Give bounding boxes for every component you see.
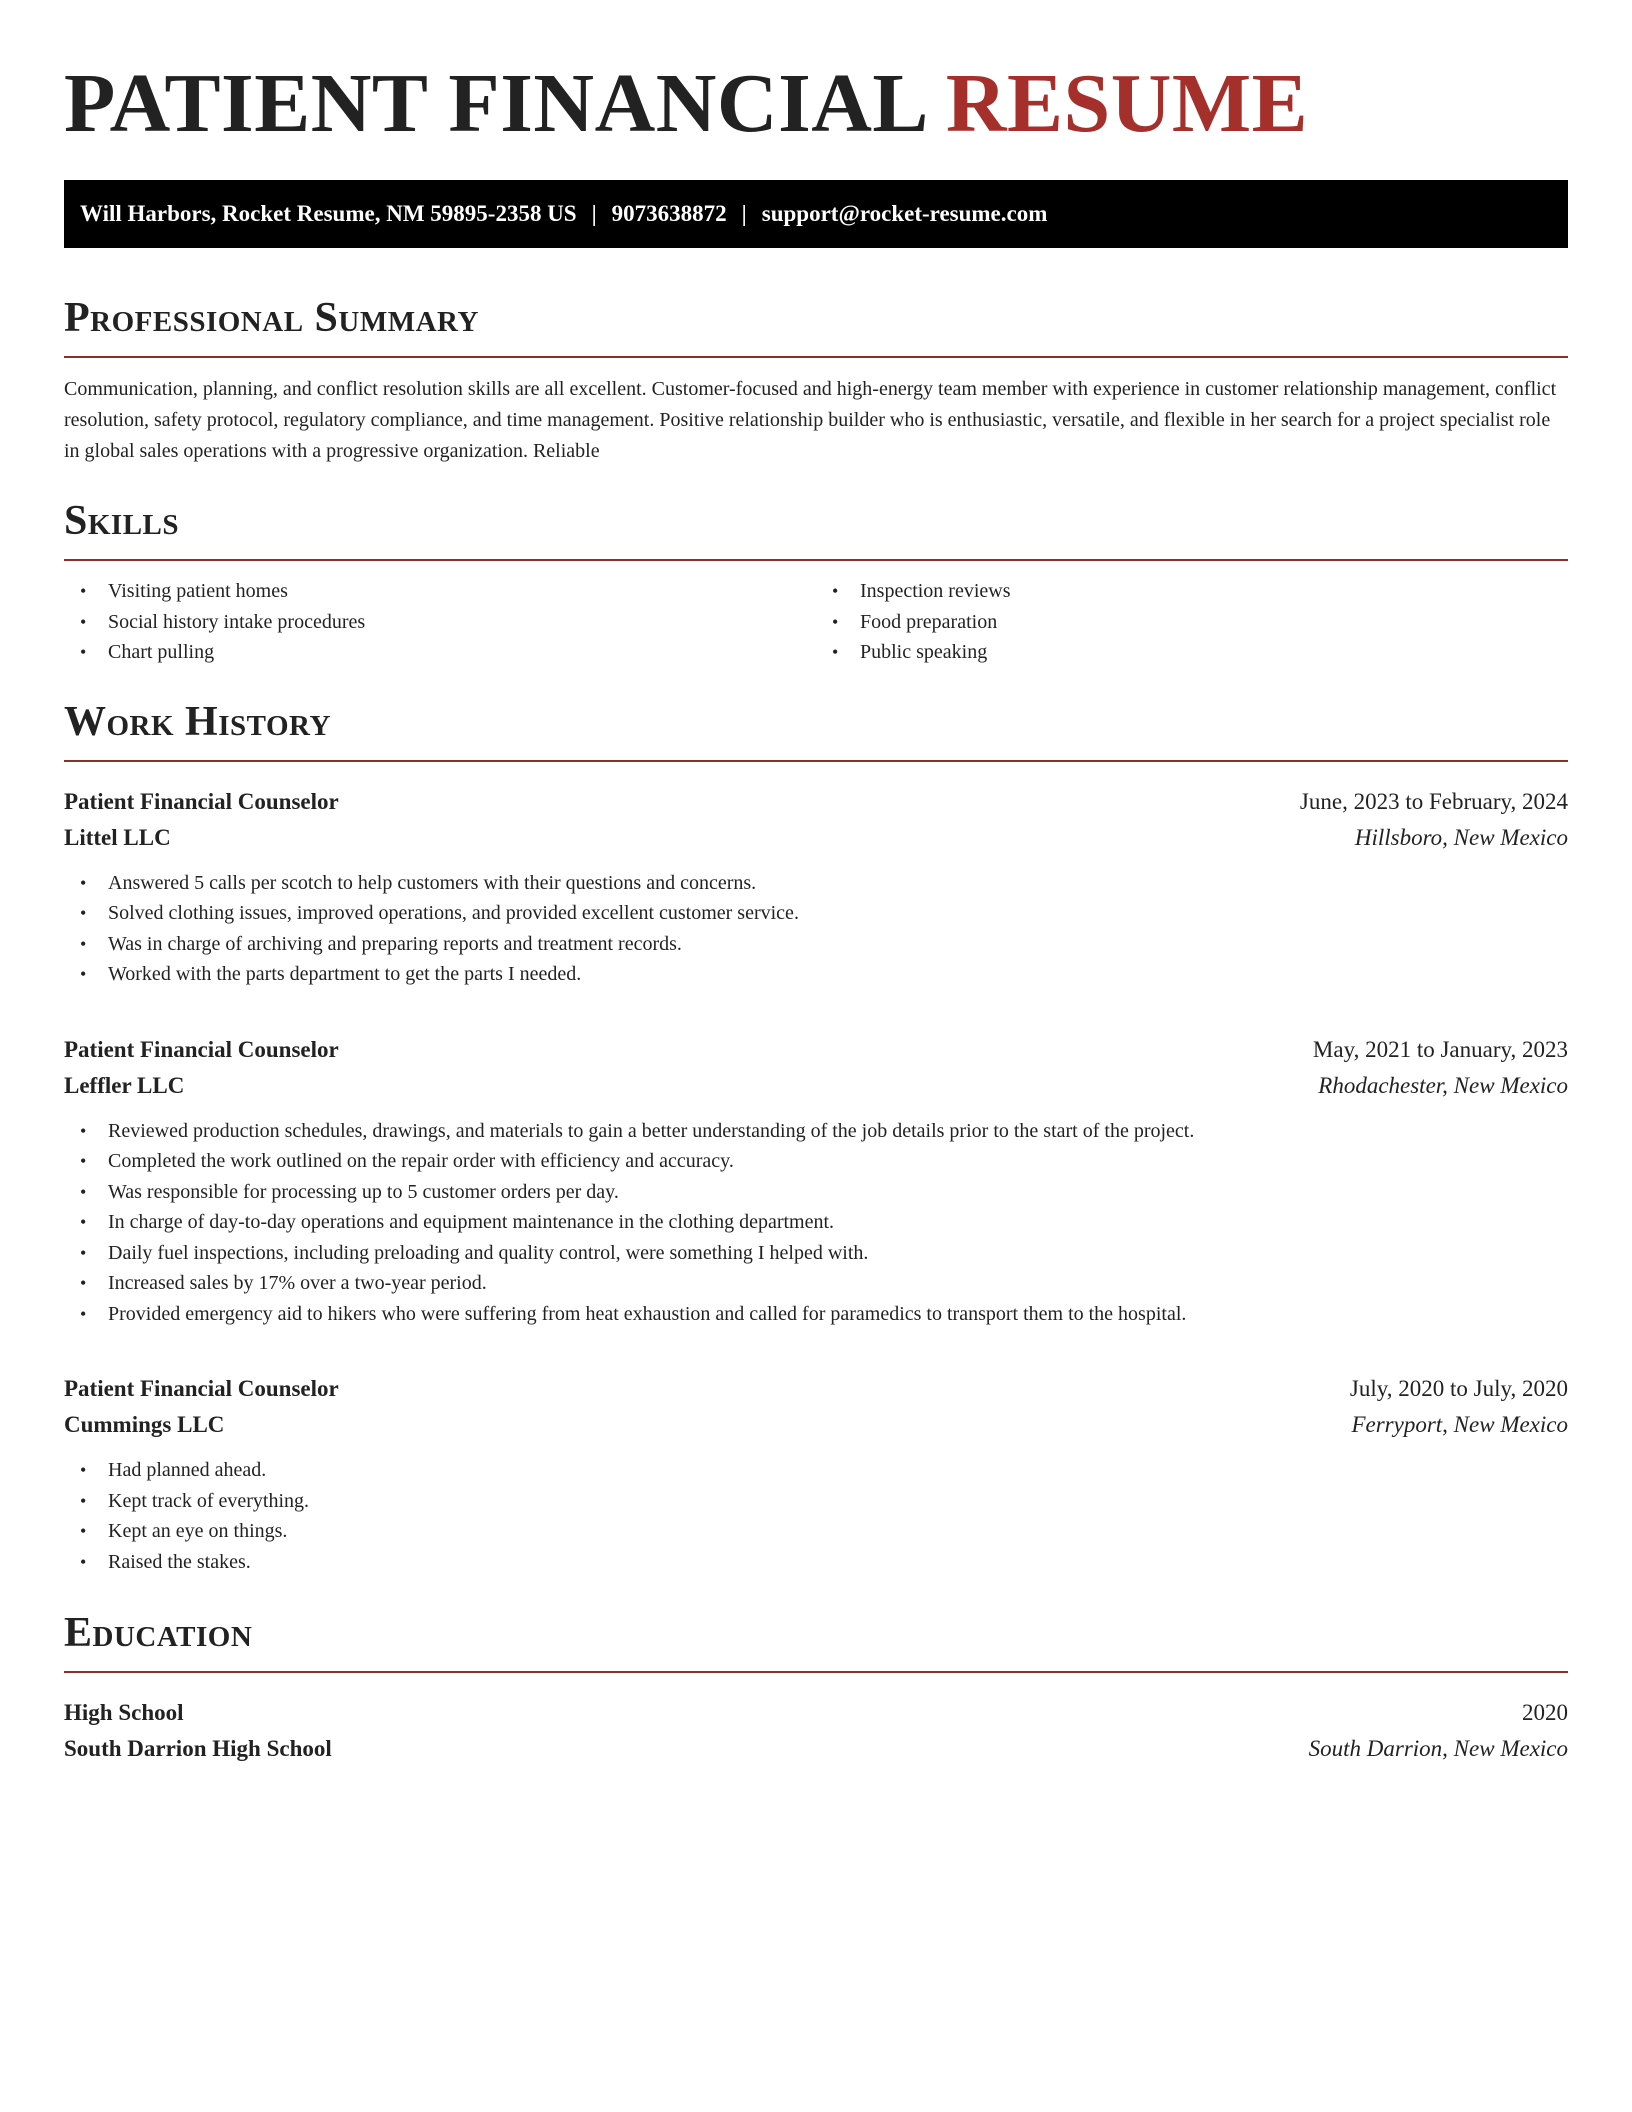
education-school: South Darrion High School <box>64 1736 332 1761</box>
skill-text: Public speaking <box>860 641 988 663</box>
bullet-text: Was responsible for processing up to 5 customer orders per day. <box>108 1180 619 1203</box>
bullet-dot: • <box>80 642 87 662</box>
job-bullet <box>64 959 1568 990</box>
job-company-row <box>64 820 1568 856</box>
skill-item <box>64 576 816 607</box>
summary-text: Communication, planning, and conflict resolution skills are all excellent. Customer-focused and high-energy team member with experience in customer relationship management, conflict resolution, safety protocol, regulatory compliance, and time management. Positive relationship builder who is enthusiastic, versatile, and flexible in her search for a project specialist role in global sales operations with a progressive organization. Reliable <box>64 378 1557 462</box>
job-bullet <box>64 1207 1568 1238</box>
job-location: Rhodachester, New Mexico <box>1318 1072 1568 1098</box>
education-header-row <box>64 1695 1568 1731</box>
bullet-text: In charge of day-to-day operations and equipment maintenance in the clothing department. <box>108 1211 835 1233</box>
bullet-dot: • <box>80 1460 87 1480</box>
bullet-text: Completed the work outlined on the repair order with efficiency and accuracy. <box>108 1150 734 1172</box>
skills-column-left <box>64 576 816 668</box>
job-company-row <box>64 1407 1568 1443</box>
skill-item <box>816 637 1568 668</box>
skill-item <box>816 607 1568 638</box>
job-header-row <box>64 784 1568 820</box>
job-entry <box>64 1371 1568 1577</box>
title-part-2: RESUME <box>945 57 1309 150</box>
bullet-dot: • <box>80 903 87 923</box>
contact-phone: 9073638872 <box>611 201 727 226</box>
job-location: Hillsboro, New Mexico <box>1354 824 1568 850</box>
education-degree: High School <box>64 1700 184 1725</box>
job-bullet <box>64 1486 1568 1517</box>
bullet-dot: • <box>80 1242 87 1263</box>
job-company: Littel LLC <box>64 824 171 850</box>
education-heading: Education <box>64 1610 253 1656</box>
section-divider <box>64 559 1568 561</box>
section-divider <box>64 1671 1568 1673</box>
job-dates: July, 2020 to July, 2020 <box>1349 1376 1568 1401</box>
bullet-dot: • <box>80 581 87 601</box>
bullet-dot: • <box>832 642 839 662</box>
bullet-text: Daily fuel inspections, including preloading and quality control, were something I helped with. <box>108 1241 869 1264</box>
contact-bar <box>64 180 1568 248</box>
contact-separator: | <box>741 201 747 226</box>
bullet-dot: • <box>80 872 87 893</box>
bullet-dot: • <box>80 933 87 954</box>
bullet-text: Increased sales by 17% over a two-year period. <box>108 1272 487 1294</box>
job-company-row <box>64 1068 1568 1104</box>
bullet-dot: • <box>80 1120 87 1141</box>
job-bullets <box>64 868 1568 990</box>
job-bullet <box>64 1116 1568 1147</box>
skill-item <box>816 576 1568 607</box>
education-location: South Darrion, New Mexico <box>1308 1736 1568 1761</box>
contact-separator: | <box>591 201 597 226</box>
skill-text: Visiting patient homes <box>108 580 288 602</box>
bullet-text: Provided emergency aid to hikers who were suffering from heat exhaustion and called for paramedics to transport them to the hospital. <box>108 1302 1187 1325</box>
bullet-dot: • <box>832 581 839 601</box>
summary-section <box>64 292 1568 467</box>
bullet-dot: • <box>80 611 87 632</box>
job-title: Patient Financial Counselor <box>64 1376 339 1401</box>
job-entry <box>64 784 1568 990</box>
job-bullet <box>64 1268 1568 1299</box>
bullet-dot: • <box>80 1212 87 1232</box>
work-history-heading: Work History <box>64 698 331 745</box>
job-header-row <box>64 1371 1568 1407</box>
bullet-text: Reviewed production schedules, drawings, and materials to gain a better understanding of the job details prior to the start of the project. <box>108 1119 1195 1142</box>
bullet-dot: • <box>80 1303 87 1324</box>
skill-text: Inspection reviews <box>860 580 1011 602</box>
bullet-dot: • <box>80 1551 87 1572</box>
job-bullet <box>64 1238 1568 1269</box>
bullet-dot: • <box>80 1521 87 1541</box>
bullet-text: Was in charge of archiving and preparing reports and treatment records. <box>108 932 682 955</box>
bullet-text: Kept track of everything. <box>108 1489 310 1512</box>
job-bullets <box>64 1455 1568 1577</box>
education-year: 2020 <box>1522 1700 1568 1725</box>
resume-title <box>64 0 1568 150</box>
skills-heading: Skills <box>64 498 180 544</box>
summary-heading: Professional Summary <box>64 295 479 341</box>
work-history-section <box>64 696 1568 1578</box>
bullet-dot: • <box>80 1181 87 1202</box>
job-bullet <box>64 1516 1568 1547</box>
job-entry <box>64 1032 1568 1330</box>
bullet-dot: • <box>80 964 87 984</box>
bullet-dot: • <box>832 611 839 632</box>
title-part-1: PATIENT FINANCIAL <box>64 57 925 150</box>
education-school-row <box>64 1731 1568 1767</box>
job-bullet <box>64 1455 1568 1486</box>
section-divider <box>64 760 1568 762</box>
job-bullet <box>64 1547 1568 1578</box>
job-bullet <box>64 1146 1568 1177</box>
job-title: Patient Financial Counselor <box>64 788 339 814</box>
job-bullets <box>64 1116 1568 1330</box>
job-location: Ferryport, New Mexico <box>1351 1412 1568 1437</box>
job-bullet <box>64 1299 1568 1330</box>
job-bullet <box>64 929 1568 960</box>
skills-grid <box>64 576 1568 668</box>
bullet-dot: • <box>80 1151 87 1171</box>
job-title: Patient Financial Counselor <box>64 1036 339 1062</box>
section-divider <box>64 356 1568 358</box>
skills-section <box>64 495 1568 668</box>
skills-column-right <box>816 576 1568 668</box>
job-header-row <box>64 1032 1568 1068</box>
contact-email: support@rocket-resume.com <box>761 201 1048 226</box>
job-dates: June, 2023 to February, 2024 <box>1299 788 1568 814</box>
bullet-dot: • <box>80 1273 87 1293</box>
bullet-text: Answered 5 calls per scotch to help customers with their questions and concerns. <box>108 871 757 894</box>
skill-text: Social history intake procedures <box>108 610 366 633</box>
education-section <box>64 1607 1568 1767</box>
bullet-text: Solved clothing issues, improved operations, and provided excellent customer service. <box>108 902 799 924</box>
bullet-text: Had planned ahead. <box>108 1459 267 1481</box>
job-bullet <box>64 868 1568 899</box>
job-bullet <box>64 1177 1568 1208</box>
skill-text: Chart pulling <box>108 641 215 663</box>
bullet-dot: • <box>80 1490 87 1511</box>
skill-text: Food preparation <box>860 610 998 633</box>
bullet-text: Raised the stakes. <box>108 1550 251 1573</box>
contact-address: Will Harbors, Rocket Resume, NM 59895-2358 US <box>80 201 577 226</box>
job-company: Cummings LLC <box>64 1412 225 1437</box>
bullet-text: Worked with the parts department to get the parts I needed. <box>108 963 582 985</box>
job-dates: May, 2021 to January, 2023 <box>1312 1036 1568 1062</box>
skill-item <box>64 607 816 638</box>
job-bullet <box>64 898 1568 929</box>
bullet-text: Kept an eye on things. <box>108 1520 288 1542</box>
skill-item <box>64 637 816 668</box>
education-entry <box>64 1695 1568 1767</box>
job-company: Leffler LLC <box>64 1072 185 1098</box>
